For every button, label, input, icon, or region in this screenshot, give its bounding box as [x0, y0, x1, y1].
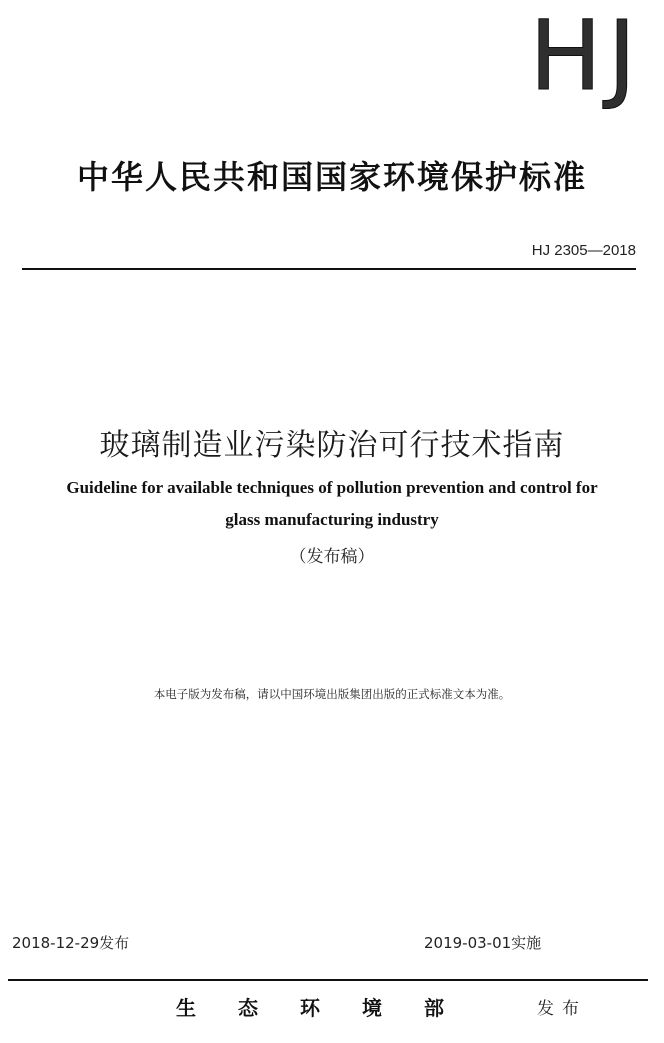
implementation-date: 2019-03-01实施: [424, 934, 542, 952]
issue-date: 2018-12-29发布: [12, 934, 130, 952]
hj-logo: HJ: [529, 0, 642, 112]
edition-note: 本电子版为发布稿，请以中国环境出版集团出版的正式标准文本为准。: [153, 687, 511, 701]
country-standard-heading: 中华人民共和国国家环境保护标准: [76, 158, 587, 196]
english-title-line-1: Guideline for available techniques of pollution prevention and control for: [66, 478, 598, 497]
top-divider: [22, 268, 636, 270]
draft-status: （发布稿）: [289, 547, 375, 567]
document-title-chinese: 玻璃制造业污染防治可行技术指南: [99, 428, 565, 463]
publisher-name: 生态环境部: [176, 996, 486, 1020]
standard-code: HJ 2305—2018: [531, 242, 636, 259]
english-title-line-2: glass manufacturing industry: [225, 510, 439, 529]
document-title-english: [20, 472, 644, 536]
publish-label: 发布: [537, 999, 587, 1019]
bottom-divider: [8, 979, 648, 981]
